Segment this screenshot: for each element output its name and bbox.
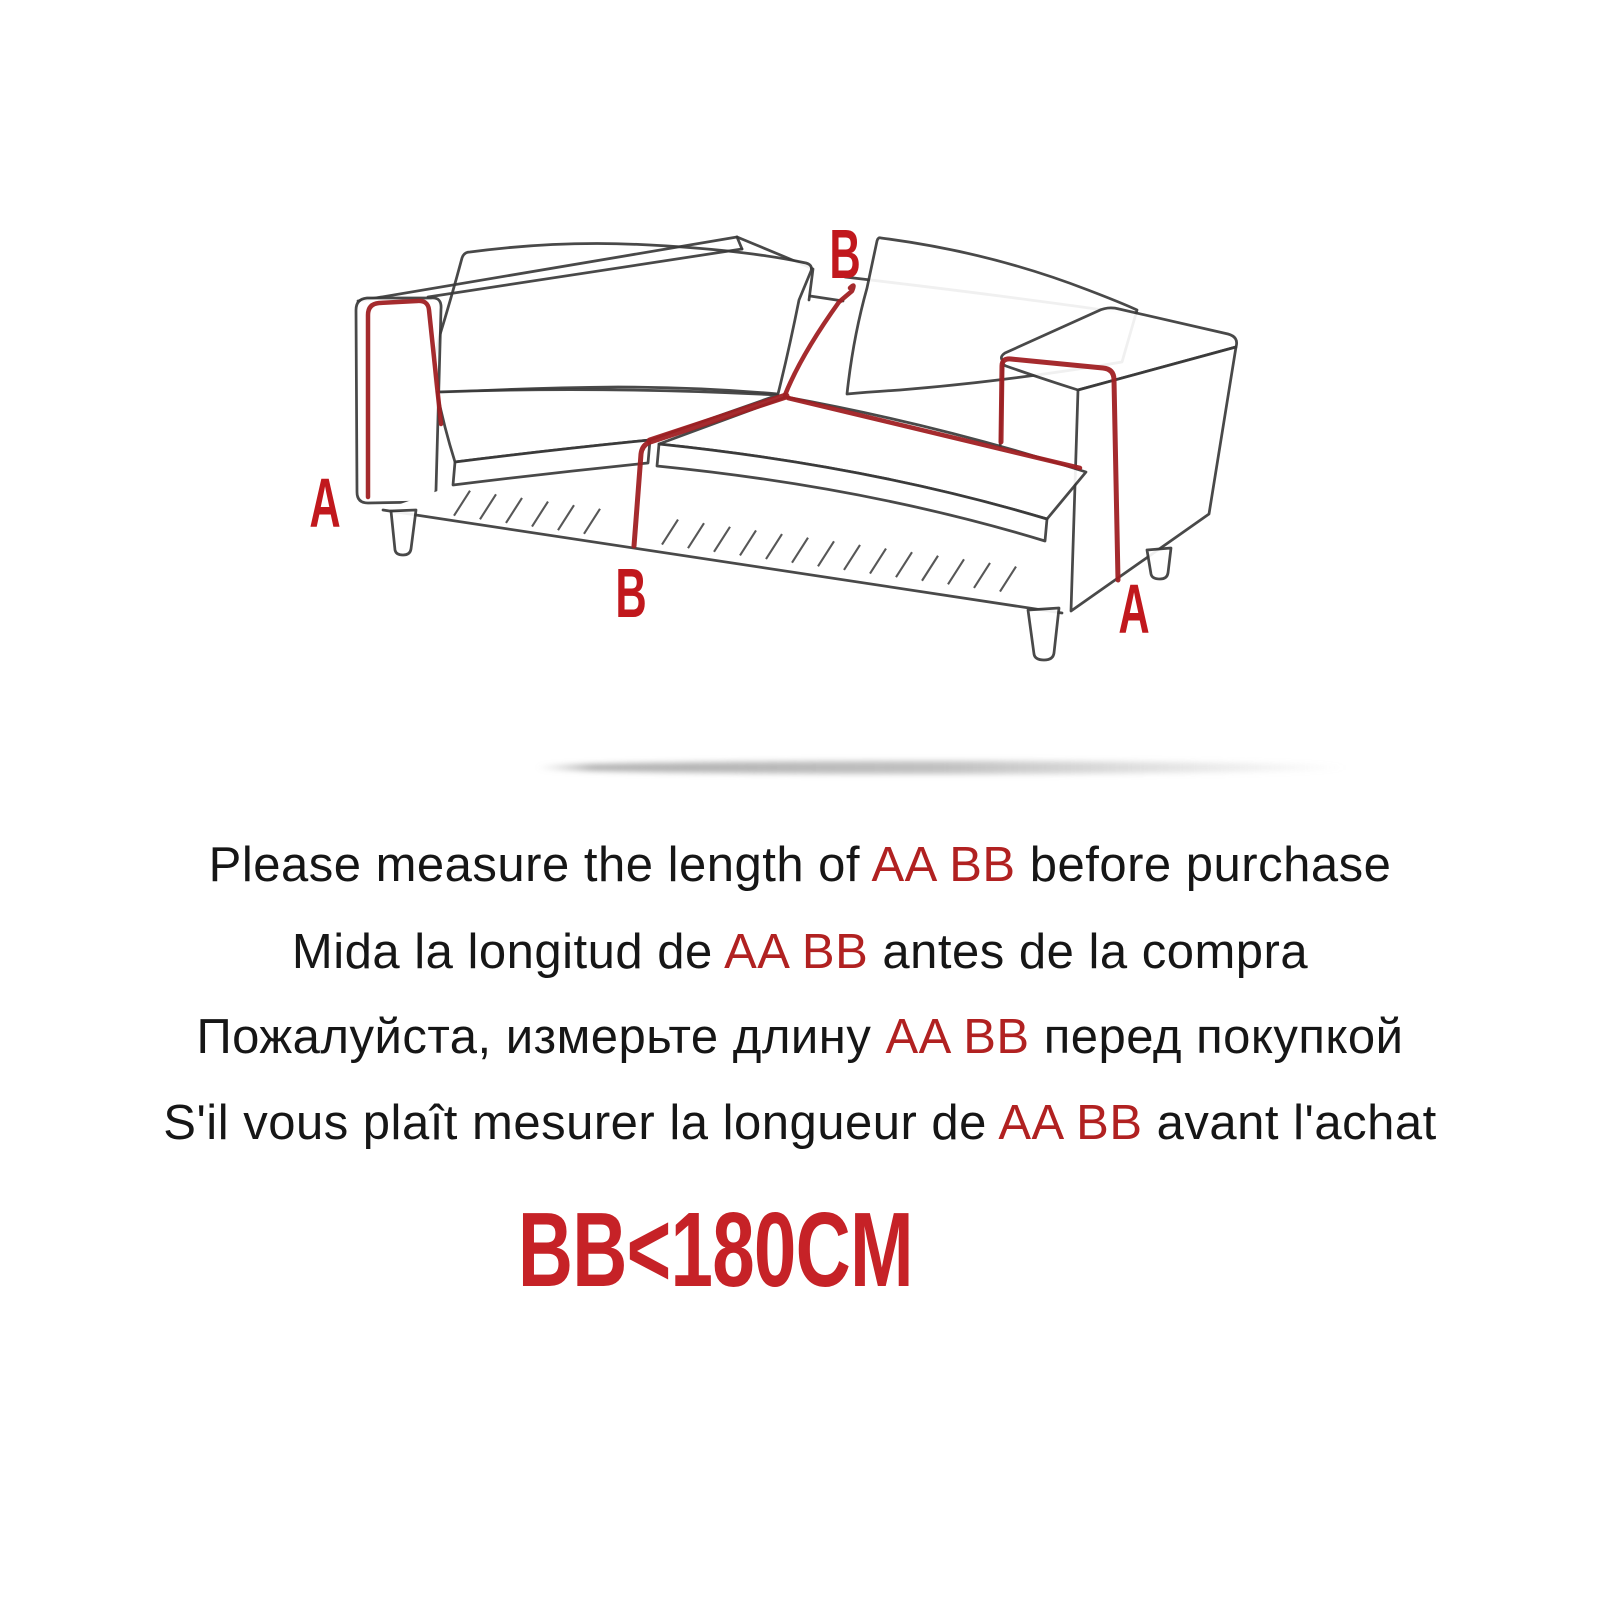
instruction-text: Пожалуйста, измерьте длину	[196, 1010, 886, 1064]
instruction-text: before purchase	[1015, 838, 1392, 892]
instruction-highlight: AA BB	[885, 1010, 1030, 1064]
measure-label-b-bottom: B	[615, 554, 647, 633]
instruction-line-english	[0, 840, 1600, 890]
instruction-text: avant l'achat	[1142, 1096, 1437, 1150]
front-right-leg	[1028, 608, 1059, 660]
front-left-leg	[391, 510, 416, 555]
size-limit-text: BB<180CM	[517, 1191, 913, 1309]
instruction-text: Mida la longitud de	[291, 925, 725, 979]
instruction-text: S'il vous plaît mesurer la longueur de	[163, 1096, 999, 1150]
instruction-text: Please measure the length of	[208, 838, 872, 892]
measure-label-a-right: A	[1118, 570, 1150, 649]
sofa-illustration	[0, 0, 1600, 760]
instruction-line-spanish	[0, 927, 1600, 977]
fold-shadow	[535, 761, 1350, 774]
instruction-text: antes de la compra	[868, 925, 1309, 979]
measure-label-a-left: A	[309, 464, 341, 543]
instruction-line-french	[0, 1098, 1600, 1148]
instruction-highlight: AA BB	[724, 925, 869, 979]
back-right-leg	[1147, 548, 1171, 579]
instruction-highlight: AA BB	[998, 1096, 1143, 1150]
instruction-line-russian	[0, 1012, 1600, 1062]
measure-label-b-top: B	[829, 215, 861, 294]
instruction-text: перед покупкой	[1029, 1010, 1404, 1064]
instruction-highlight: AA BB	[871, 838, 1016, 892]
size-limit-note	[0, 1191, 1430, 1309]
